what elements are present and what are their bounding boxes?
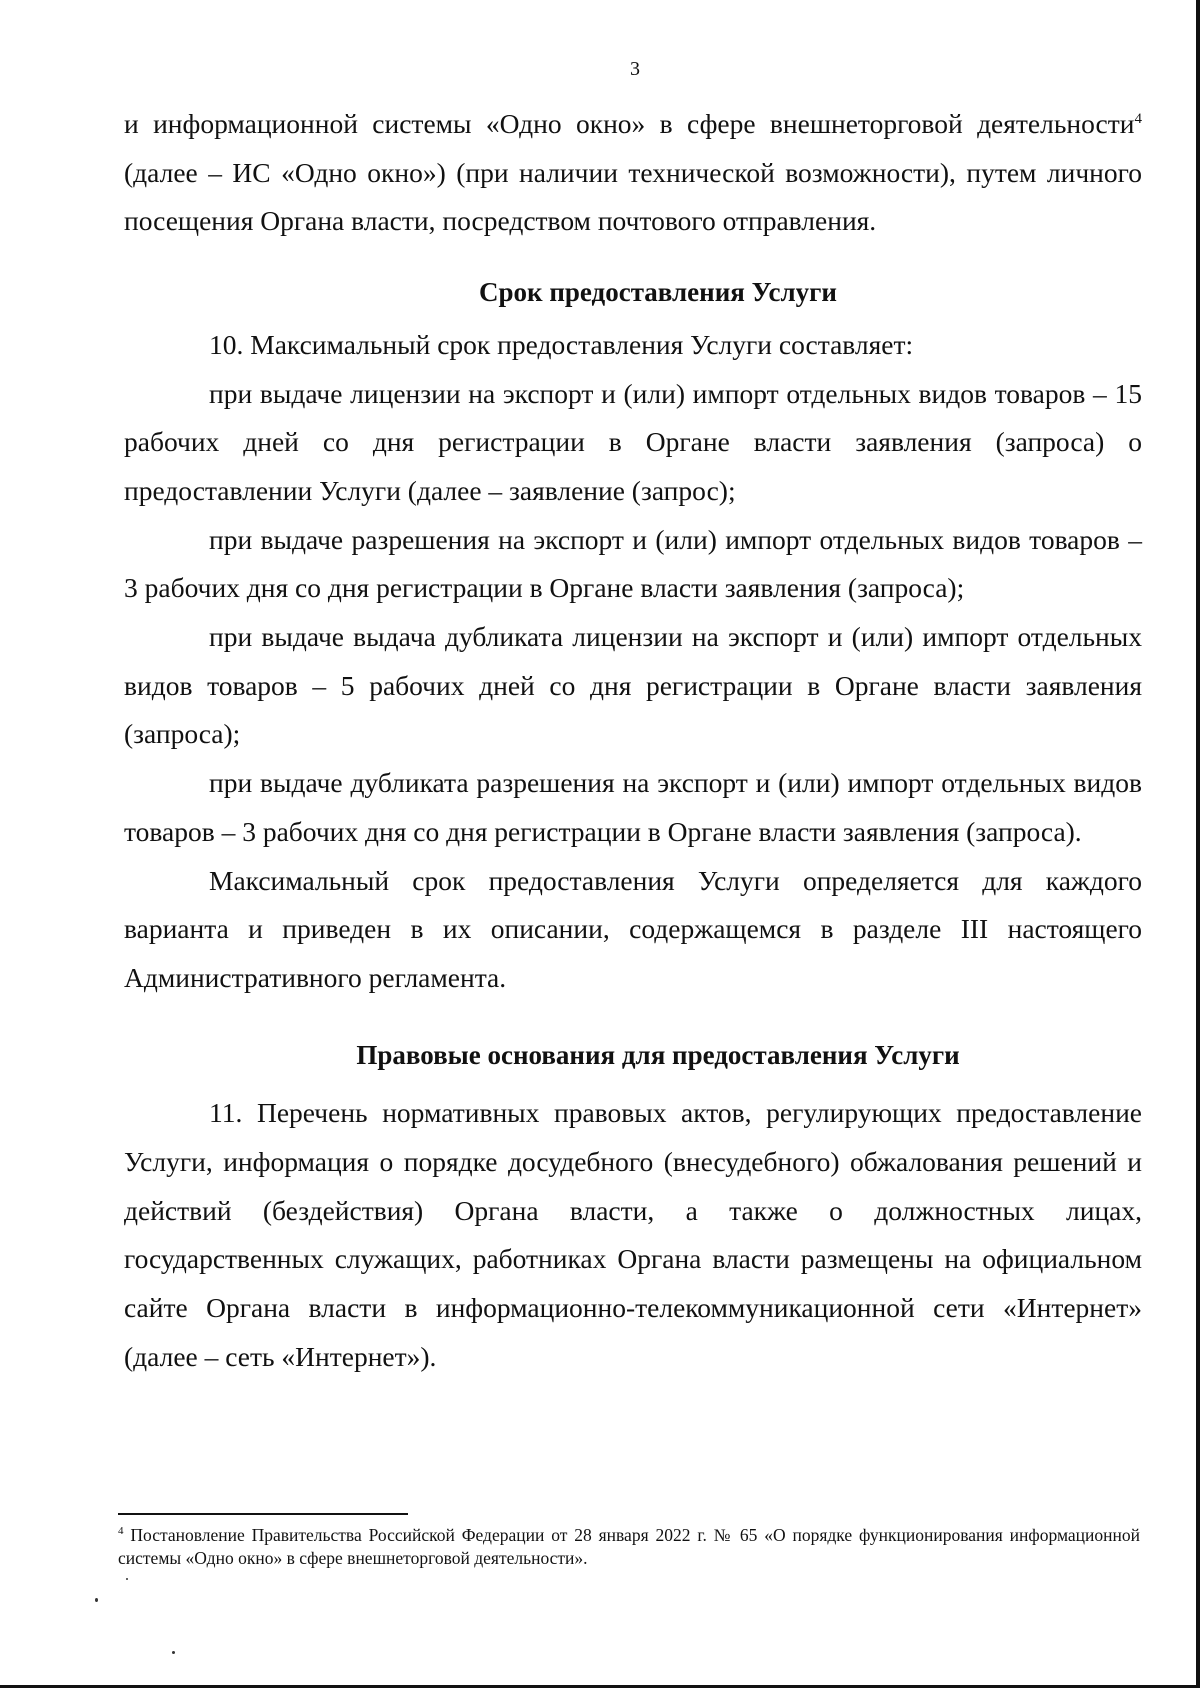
term-paragraph: при выдаче разрешения на экспорт и (или) импорт отдельных видов товаров – 3 рабочих дня со дня регистрации в Органе власти заявления (запроса); (124, 523, 1142, 604)
footnote-text: Постановление Правительства Российской Федерации от 28 января 2022 г. № 65 «О порядке функционирования информационной системы «Одно окно» в сфере внешнеторговой деятельности». (118, 1525, 1140, 1568)
scan-speck (172, 1651, 175, 1654)
scan-speck (95, 1598, 98, 1602)
section-heading-legal: Правовые основания для предоставления Услуги (356, 1039, 960, 1070)
footnote (118, 1524, 1140, 1570)
scan-speck (126, 1578, 128, 1580)
page-number: 3 (630, 58, 640, 80)
footnote-separator (118, 1513, 408, 1515)
footnote-mark: 4 (118, 1525, 124, 1538)
term-paragraph: Максимальный срок предоставления Услуги определяется для каждого варианта и приведен в их описании, содержащемся в разделе III настоящего Административного регламента. (124, 864, 1142, 993)
section-heading-term: Срок предоставления Услуги (479, 277, 837, 308)
term-paragraph: при выдаче выдача дубликата лицензии на экспорт и (или) импорт отдельных видов товаров – 5 рабочих дней со дня регистрации в Органе власти заявления (запроса); (124, 621, 1142, 750)
intro-paragraph (124, 100, 1142, 246)
term-paragraph: при выдаче дубликата разрешения на экспорт и (или) импорт отдельных видов товаров – 3 рабочих дня со дня регистрации в Органе власти заявления (запроса). (124, 767, 1142, 847)
term-paragraph: 10. Максимальный срок предоставления Услуги составляет: (209, 328, 914, 360)
term-paragraph: при выдаче лицензии на экспорт и (или) импорт отдельных видов товаров – 15 рабочих дней со дня регистрации в Органе власти заявления (запроса) о предоставлении Услуги (далее – заявление (запрос); (124, 377, 1142, 506)
document-body (124, 100, 1142, 1382)
footnote-reference: 4 (1134, 110, 1142, 127)
intro-text: и информационной системы «Одно окно» в сфере внешнеторговой деятельности (124, 108, 1135, 139)
intro-text-continued: (далее – ИС «Одно окно») (при наличии технической возможности), путем личного посещения Органа власти, посредством почтового отправления. (124, 156, 1142, 237)
legal-paragraph: 11. Перечень нормативных правовых актов, регулирующих предоставление Услуги, информация о порядке досудебного (внесудебного) обжалования решений и действий (бездействия) Органа власти, а также о должностных лицах, государственных служащих, работниках Органа власти размещены на официальном сайте Органа власти в информационно-телекоммуникационной сети «Интернет» (далее – сеть «Интернет»). (124, 1097, 1142, 1372)
